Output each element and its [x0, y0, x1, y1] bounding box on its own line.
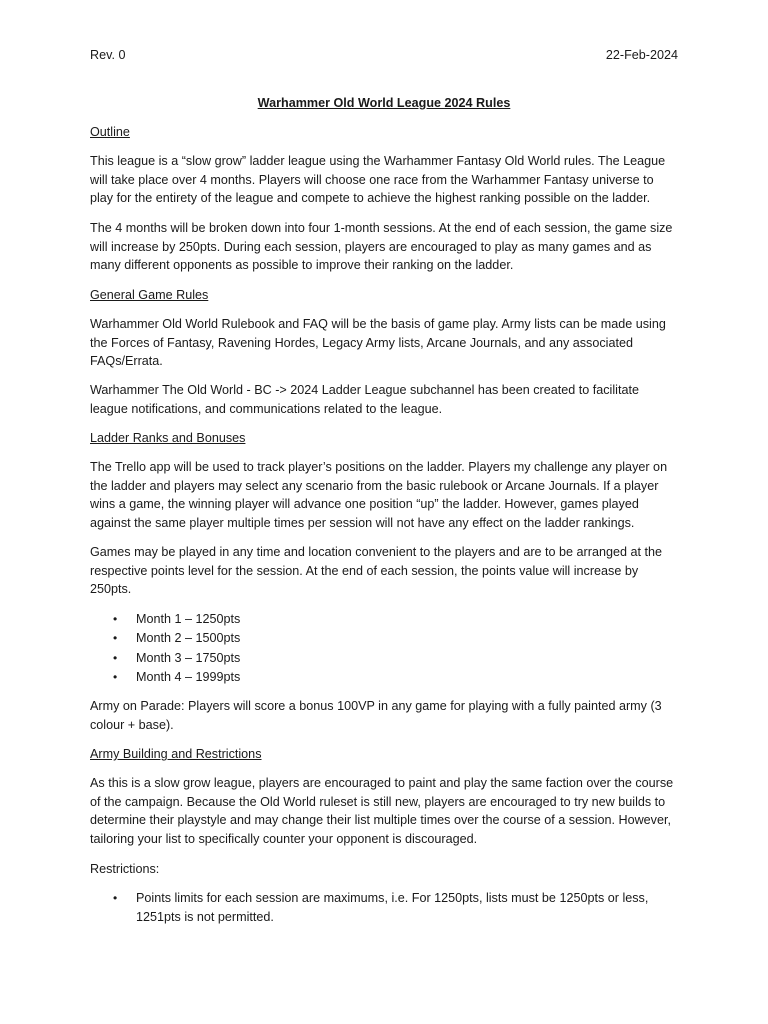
document-date: 22-Feb-2024: [605, 48, 678, 62]
list-item: [90, 889, 680, 926]
bullet-icon: •: [113, 612, 118, 626]
army-building-paragraph-1: As this is a slow grow league, players are encouraged to paint and play the same faction over the course of the campaign. Because the Old World ruleset is still new, players are encouraged to try new builds to determine their playstyle and may change their list multiple times over the course of a session. However, tailoring your list to specifically counter your opponent is discouraged.: [90, 776, 674, 846]
outline-paragraph-1: This league is a “slow grow” ladder league using the Warhammer Fantasy Old World rules. The League will take place over 4 months. Players will choose one race from the Warhammer Fantasy universe to play for the entirety of the league and compete to achieve the highest ranking possible on the ladder.: [90, 154, 666, 206]
section-heading-ladder-ranks: Ladder Ranks and Bonuses: [90, 431, 246, 445]
section-heading-outline: Outline: [90, 125, 130, 139]
restrictions-list: [90, 889, 680, 926]
bullet-icon: •: [113, 631, 118, 646]
army-on-parade-paragraph: Army on Parade: Players will score a bonus 100VP in any game for playing with a fully painted army (3 colour + base).: [90, 699, 662, 732]
ladder-paragraph-1: The Trello app will be used to track player’s positions on the ladder. Players my challenge any player on the ladder and players may select any scenario from the basic rulebook or Arcane Journals. If a player wins a game, the winning player will advance one position “up” the ladder. However, games played against the same player multiple times per session will not have any effect on the ladder rankings.: [90, 460, 668, 530]
session-points-list: [90, 610, 680, 688]
revision-label: Rev. 0: [90, 48, 126, 62]
outline-paragraph-2: The 4 months will be broken down into four 1-month sessions. At the end of each session, the game size will increase by 250pts. During each session, players are encouraged to play as many games and as many different opponents as possible to improve their ranking on the ladder.: [90, 221, 673, 273]
general-rules-paragraph-2: Warhammer The Old World - BC -> 2024 Ladder League subchannel has been created to facilitate league notifications, and communications related to the league.: [90, 383, 639, 416]
section-heading-army-building: Army Building and Restrictions: [90, 747, 262, 761]
bullet-icon: •: [113, 670, 118, 685]
document-header: [90, 46, 678, 65]
list-item: [90, 610, 680, 629]
ladder-paragraph-2: Games may be played in any time and location convenient to the players and are to be arranged at the respective points level for the session. At the end of each session, the points value will increase by 250pts.: [90, 545, 662, 597]
month-entry: Month 4 – 1999pts: [136, 670, 241, 685]
general-rules-paragraph-1: Warhammer Old World Rulebook and FAQ will be the basis of game play. Army lists can be made using the Forces of Fantasy, Ravening Hordes, Legacy Army lists, Arcane Journals, and any associated FAQs/Errata.: [90, 317, 666, 369]
list-item: [90, 649, 680, 668]
month-entry: Month 3 – 1750pts: [136, 650, 241, 665]
bullet-icon: •: [113, 650, 118, 665]
section-heading-general-game-rules: General Game Rules: [90, 288, 209, 302]
bullet-icon: •: [113, 891, 118, 905]
restrictions-label: Restrictions:: [90, 862, 160, 876]
restriction-entry: Points limits for each session are maximums, i.e. For 1250pts, lists must be 1250pts or less, 1251pts is not permitted.: [136, 891, 649, 924]
document-title: Warhammer Old World League 2024 Rules: [257, 96, 511, 110]
month-entry: Month 1 – 1250pts: [136, 612, 241, 626]
month-entry: Month 2 – 1500pts: [136, 631, 241, 646]
list-item: [90, 668, 680, 687]
list-item: [90, 629, 680, 648]
